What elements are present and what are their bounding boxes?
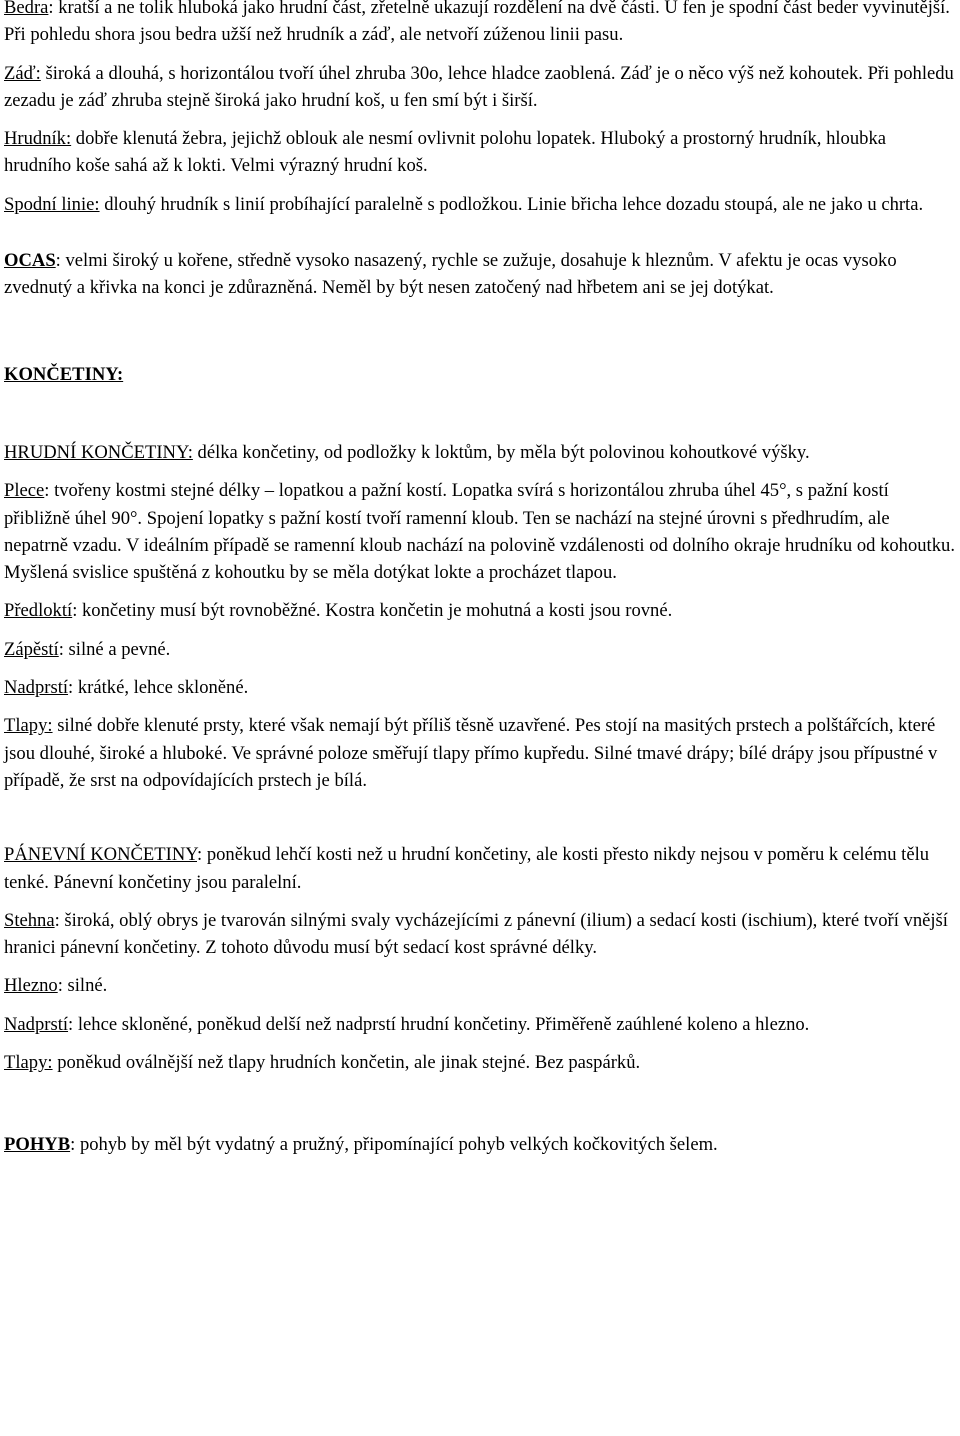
text-hrudnik: dobře klenutá žebra, jejichž oblouk ale nesmí ovlivnit polohu lopatek. Hluboký a prostorný hrudník, hloubka hrudního koše sahá až k lokti. Velmi výrazný hrudní koš. [4, 128, 886, 177]
term-tlapy-hrudni: Tlapy: [4, 715, 53, 737]
text-hlezno: silné. [62, 975, 108, 997]
text-predlokti: končetiny musí být rovnoběžné. Kostra končetin je mohutná a kosti jsou rovné. [77, 600, 673, 622]
text-zad: široká a dlouhá, s horizontálou tvoří úhel zhruba 30o, lehce hladce zaoblená. Záď je o něco výš než kohoutek. Při pohledu zezadu je záď zhruba stejně široká jako hrudní koš, u fen smí být i širší. [4, 62, 954, 111]
text-spodni-linie: dlouhý hrudník s linií probíhající paralelně s podložkou. Linie břicha lehce dozadu stoupá, ale ne jako u chrta. [99, 193, 924, 215]
term-nadprsti-hrudni: Nadprstí [4, 677, 69, 699]
paragraph-tlapy-panevni [4, 1049, 956, 1076]
term-hrudni-koncetiny: HRUDNÍ KONČETINY: [4, 441, 193, 463]
section-heading-koncetiny [4, 361, 956, 388]
spacer [4, 313, 956, 361]
term-ocas: OCAS [4, 250, 56, 272]
text-plece: tvořeny kostmi stejné délky – lopatkou a pažní kostí. Lopatka svírá s horizontálou zhruba úhel 45°, s pažní kostí přibližně úhel 90°. Spojení lopatky s pažní kostí tvoří ramenní kloub. Ten se nachází na stejné úrovni s předhrudím, ale nepatrně vzadu. V ideálním případě se ramenní kloub nachází na polovině vzdálenosti od dolního okraje hrudníku od kohoutku. Myšlená svislice spuštěná z kohoutku by se měla dotýkat lokte a procházet tlapou. [4, 480, 955, 584]
paragraph-nadprsti-hrudni: Nadprstí: krátké, lehce skloněné. [4, 677, 249, 699]
text-stehna: široká, oblý obrys je tvarován silnými svaly vycházejícími z pánevní (ilium) a sedací kosti (ischium), které tvoří vnější hranici pánevní končetiny. Z tohoto důvodu musí být sedací kost správné délky. [4, 909, 948, 959]
text-pohyb: pohyb by měl být vydatný a pružný, připomínající pohyb velkých kočkovitých šelem. [75, 1134, 718, 1156]
text-nadprsti-panevni: lehce skloněné, poněkud delší než nadprstí hrudní končetiny. Přiměřeně zaúhlené koleno a hlezno. [73, 1013, 810, 1035]
term-zapesti: Zápěstí [4, 638, 59, 660]
text-tlapy-panevni: poněkud oválnější než tlapy hrudních končetin, ale jinak stejné. Bez paspárků. [52, 1052, 641, 1074]
paragraph-plece: Plece: tvořeny kostmi stejné délky – lopatkou a pažní kostí. Lopatka svírá s horizontálou zhruba úhel 45°, s pažní kostí přibližně úhel 90°. Spojení lopatky s pažní kostí tvoří ramenní kloub. Ten se nachází na stejné úrovni s předhrudím, ale nepatrně vzadu. V ideálním případě se ramenní kloub nachází na polovině vzdálenosti od dolního okraje hrudníku od kohoutku. Myšlená svislice spuštěná z kohoutku by se měla dotýkat lokte a procházet tlapou. [4, 480, 955, 584]
paragraph-panevni-koncetiny: PÁNEVNÍ KONČETINY: poněkud lehčí kosti než u hrudní končetiny, ale kosti přesto nikdy nejsou v poměru k celému tělu tenké. Pánevní končetiny jsou paralelní. [4, 844, 930, 893]
text-zapesti: silné a pevné. [63, 638, 171, 660]
term-tlapy-panevni: Tlapy: [4, 1052, 53, 1074]
text-bedra: kratší a ne tolik hluboká jako hrudní část, zřetelně ukazují rozdělení na dvě části. U fen je spodní část beder vyvinutější. Při pohledu shora jsou bedra užší než hrudník a záď, ale netvoří zúženou linii pasu. [4, 0, 950, 46]
paragraph-tlapy-hrudni [4, 712, 956, 794]
term-bedra: Bedra [4, 0, 49, 18]
term-spodni-linie: Spodní linie: [4, 193, 100, 215]
paragraph-hrudni-koncetiny [4, 439, 956, 466]
text-ocas: velmi široký u kořene, středně vysoko nasazený, rychle se zužuje, dosahuje k hleznům. V afektu je ocas vysoko zvednutý a křivka na konci je zdůrazněná. Neměl by být nesen zatočený nad hřbetem ani se jej dotýkat. [4, 250, 897, 299]
paragraph-bedra: Bedra: kratší a ne tolik hluboká jako hrudní část, zřetelně ukazují rozdělení na dvě části. U fen je spodní část beder vyvinutější. Při pohledu shora jsou bedra užší než hrudník a záď, ale netvoří zúženou linii pasu. [4, 0, 956, 49]
spacer [4, 805, 956, 841]
term-pohyb: POHYB [4, 1134, 71, 1156]
document-page [4, 0, 956, 1170]
term-hlezno: Hlezno [4, 975, 58, 997]
paragraph-zapesti: Zápěstí: silné a pevné. [4, 638, 171, 660]
paragraph-pohyb: POHYB: pohyb by měl být vydatný a pružný, připomínající pohyb velkých kočkovitých šelem. [4, 1134, 718, 1156]
paragraph-zad [4, 60, 956, 115]
heading-koncetiny: KONČETINY: [4, 363, 124, 385]
paragraph-hrudnik [4, 125, 956, 180]
term-predlokti: Předloktí [4, 600, 73, 622]
spacer [4, 399, 956, 439]
term-plece: Plece [4, 480, 45, 502]
paragraph-hlezno: Hlezno: silné. [4, 975, 108, 997]
paragraph-stehna: Stehna: široká, oblý obrys je tvarován silnými svaly vycházejícími z pánevní (ilium) a sedací kosti (ischium), které tvoří vnější hranici pánevní končetiny. Z tohoto důvodu musí být sedací kost správné délky. [4, 909, 948, 959]
term-stehna: Stehna [4, 909, 55, 931]
text-panevni-koncetiny: poněkud lehčí kosti než u hrudní končetiny, ale kosti přesto nikdy nejsou v poměru k celému tělu tenké. Pánevní končetiny jsou paralelní. [4, 844, 930, 893]
paragraph-nadprsti-panevni: Nadprstí: lehce skloněné, poněkud delší než nadprstí hrudní končetiny. Přiměřeně zaúhlené koleno a hlezno. [4, 1013, 810, 1035]
text-hrudni-koncetiny: délka končetiny, od podložky k loktům, by měla být polovinou kohoutkové výšky. [192, 441, 810, 463]
spacer [4, 229, 956, 247]
term-panevni-koncetiny: PÁNEVNÍ KONČETINY [4, 844, 197, 866]
term-nadprsti-panevni: Nadprstí [4, 1013, 69, 1035]
paragraph-predlokti: Předloktí: končetiny musí být rovnoběžné. Kostra končetin je mohutná a kosti jsou rovné. [4, 600, 673, 622]
text-nadprsti-hrudni: krátké, lehce skloněné. [73, 677, 249, 699]
paragraph-ocas: OCAS: velmi široký u kořene, středně vysoko nasazený, rychle se zužuje, dosahuje k hleznům. V afektu je ocas vysoko zvednutý a křivka na konci je zdůrazněná. Neměl by být nesen zatočený nad hřbetem ani se jej dotýkat. [4, 250, 897, 299]
term-hrudnik: Hrudník: [4, 128, 72, 150]
paragraph-spodni-linie [4, 191, 956, 218]
term-zad: Záď: [4, 62, 41, 84]
text-tlapy-hrudni: silné dobře klenuté prsty, které však nemají být příliš těsně uzavřené. Pes stojí na masitých prstech a polštářcích, které jsou dlouhé, široké a hluboké. Ve správné poloze směřují tlapy přímo kupředu. Silné tmavé drápy; bílé drápy jsou přípustné v případě, že srst na odpovídajících prstech je bílá. [4, 715, 938, 791]
spacer [4, 1087, 956, 1131]
